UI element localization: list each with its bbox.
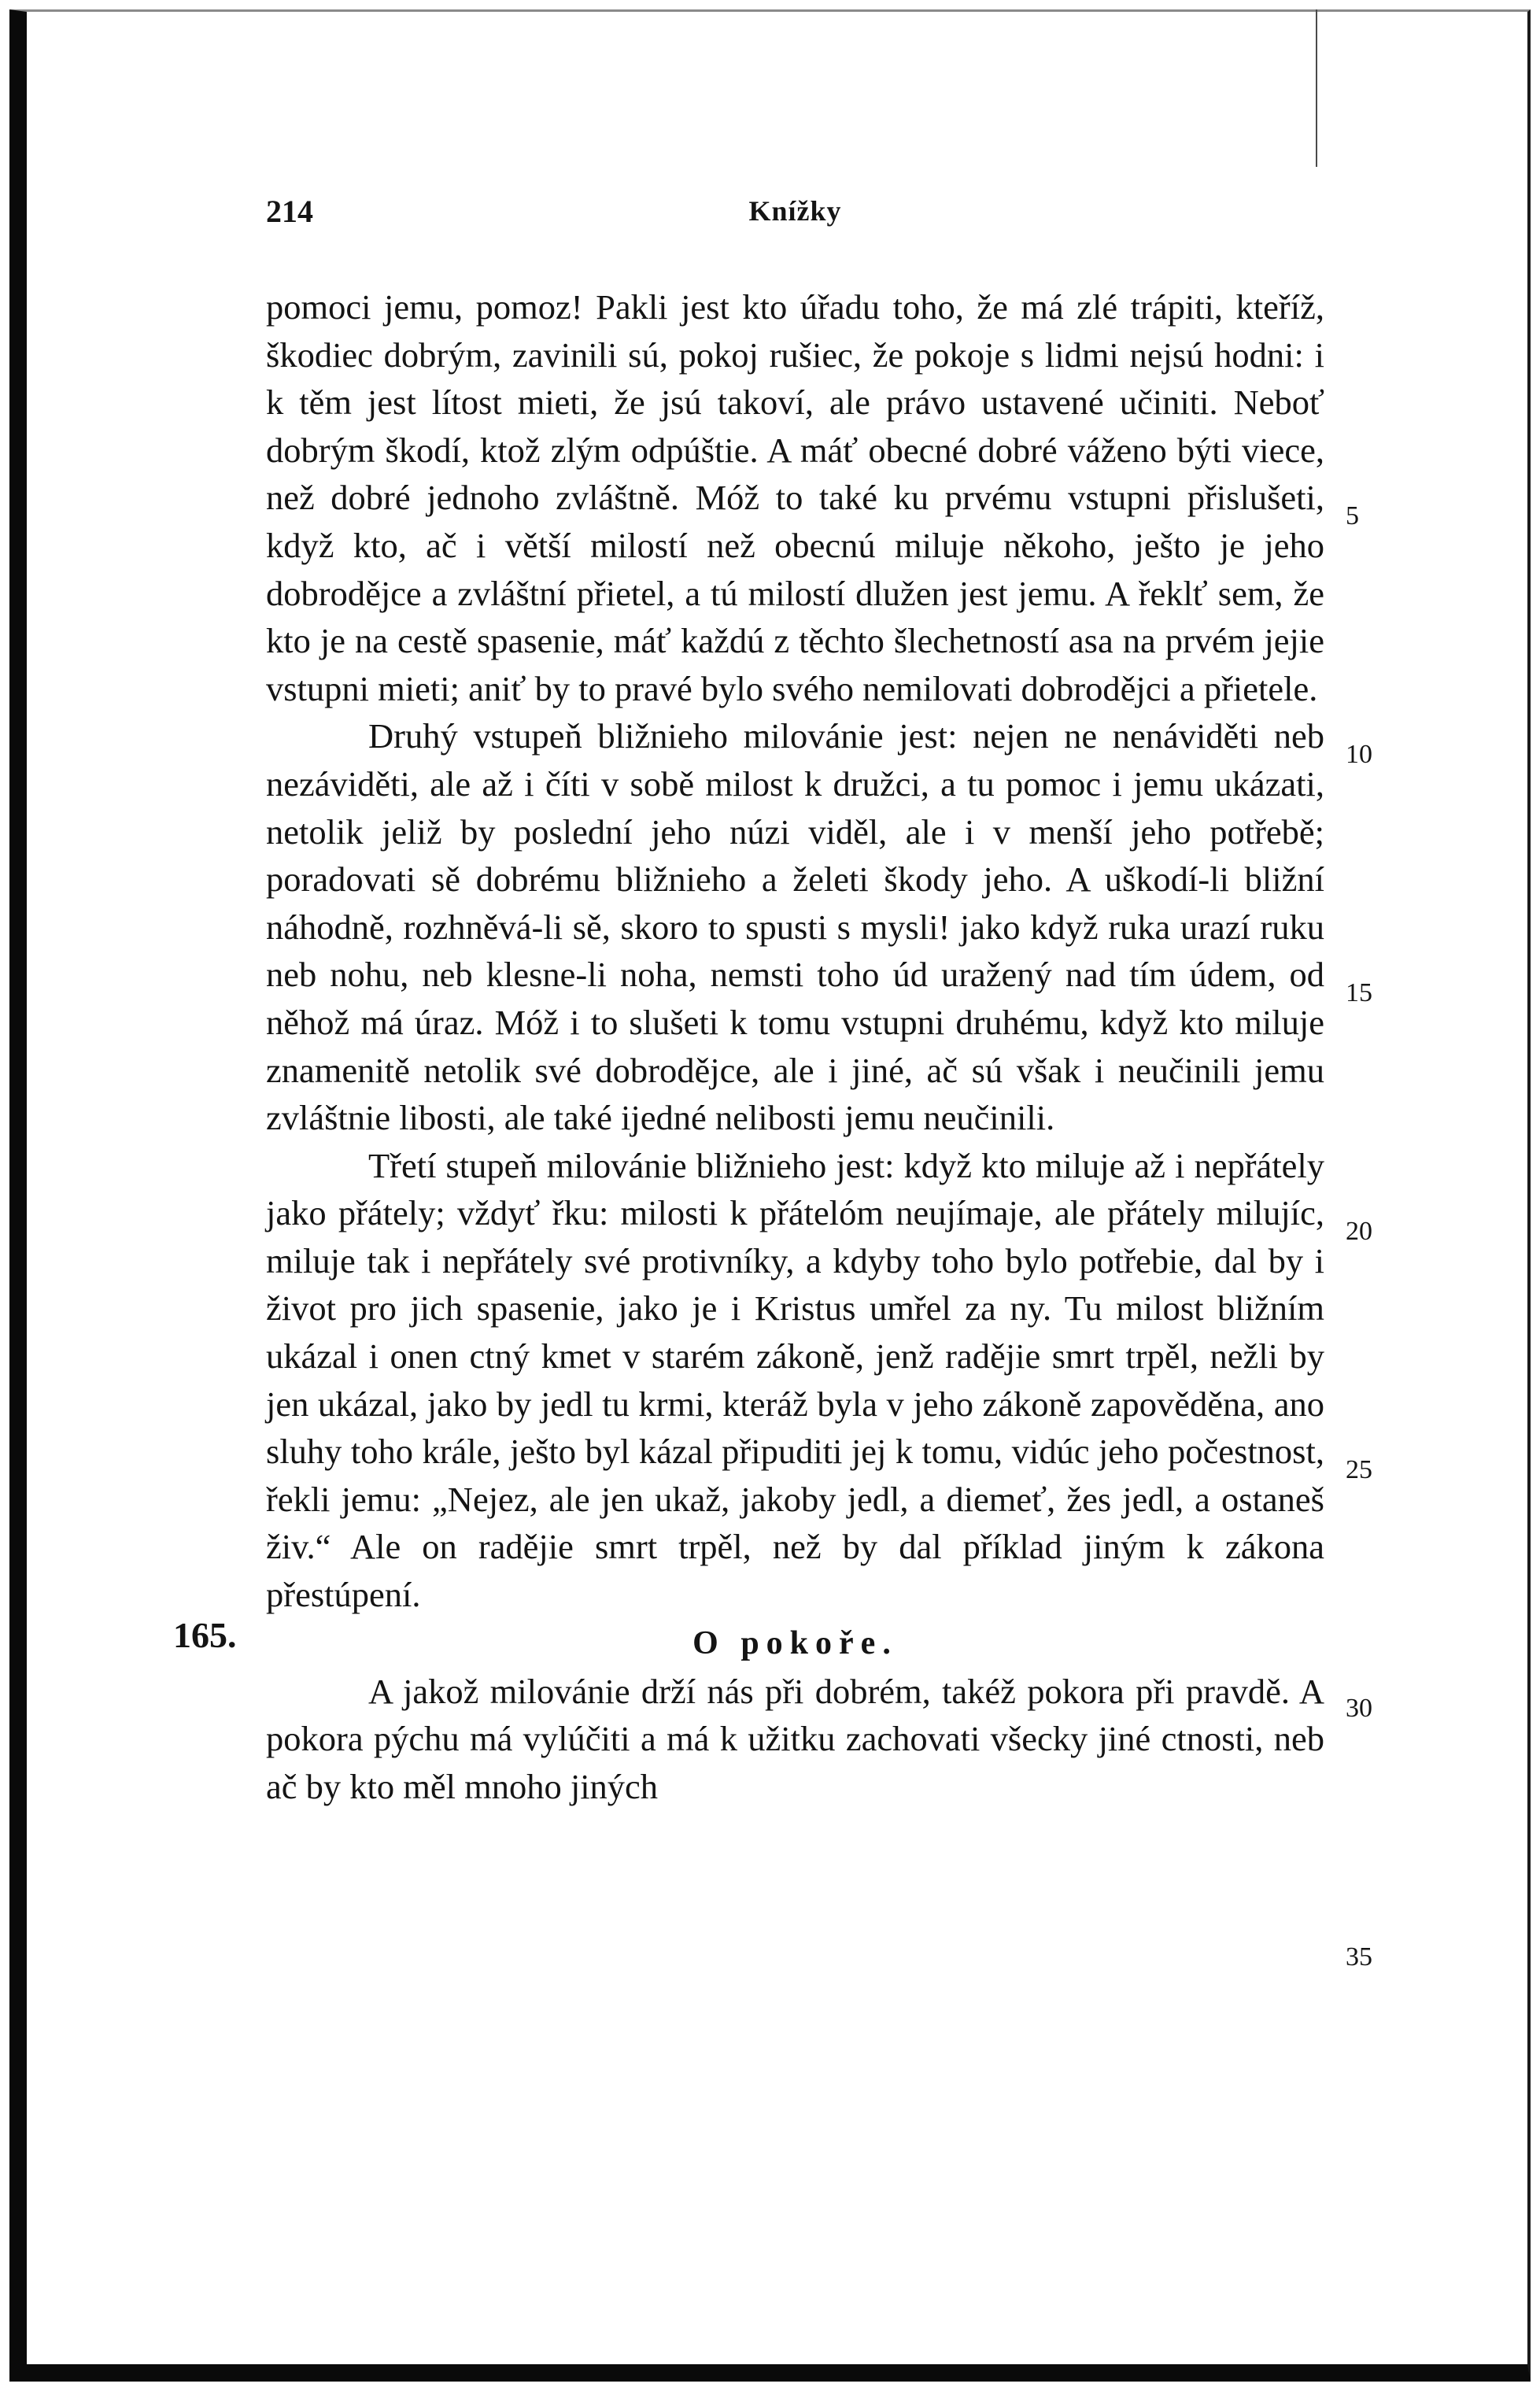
line-number: 30 xyxy=(1346,1694,1372,1723)
paragraph-4: A jakož milovánie drží nás při dobrém, takéž pokora při pravdě. A pokora pýchu má vylúčiti a má k užitku zachovati všecky jiné ctnosti, neb ač by kto měl mnoho jiných xyxy=(266,1671,1324,1806)
line-number: 10 xyxy=(1346,740,1372,769)
line-number: 35 xyxy=(1346,1942,1372,1972)
running-title: Knížky xyxy=(748,195,842,227)
section-heading xyxy=(173,1614,1324,1668)
line-number: 5 xyxy=(1346,501,1359,530)
paragraph-2: Druhý vstupeň bližnieho milovánie jest: nejen ne nenáviděti neb nezáviděti, ale až i číti v sobě milost k družci, a tu pomoc i jemu ukázati, netolik jeliž by poslední jeho núzi viděl, ale i v menší jeho potřebě; poradovati sě dobrému bližnieho a želeti škody jeho. A uškodí-li bližní náhodně, rozhněvá-li sě, skoro to spusti s mysli! jako když ruka urazí ruku neb nohu, neb klesne-li noha, nemsti toho úd uražený nad tím údem, od něhož má úraz. Móž i to slušeti k tomu vstupni druhému, když kto miluje znamenitě netolik své dobrodějce, ale i jiné, ač sú však i neučinili jemu zvláštnie libosti, ale také ijedné nelibosti jemu neučinili. xyxy=(266,716,1324,1138)
page-fold-line xyxy=(1316,9,1317,167)
section-title: O pokoře. xyxy=(692,1624,898,1661)
section-number: 165. xyxy=(173,1614,237,1655)
line-number: 25 xyxy=(1346,1455,1372,1484)
paragraph-3: Třetí stupeň milovánie bližnieho jest: když kto miluje až i nepřátely jako přátely; vždyť řku: milosti k přátelóm neujímaje, ale přátely milujíc, miluje tak i nepřátely své protivníky, a kdyby toho bylo potřebie, dal by i život pro jich spasenie, jako je i Kristus umřel za ny. Tu milost bližním ukázal i onen ctný kmet v starém zákoně, jenž radějie smrt trpěl, nežli by jen ukázal, jako by jedl tu krmi, kteráž byla v jeho zákoně zapověděna, ano sluhy toho krále, ješto byl kázal připuditi jej k tomu, vidúc jeho počestnost, řekli jemu: „Nejez, ale jen ukaž, jakoby jedl, a diemeť, žes jedl, a ostaneš živ.“ Ale on radějie smrt trpěl, než by dal příklad jiným k zákona přestúpení. xyxy=(266,1145,1324,1615)
page-number: 214 xyxy=(266,194,313,229)
line-number: 15 xyxy=(1346,978,1372,1007)
page-header xyxy=(266,193,1324,240)
paragraph-1: pomoci jemu, pomoz! Pakli jest kto úřadu toho, že má zlé trápiti, kteříž, škodiec dobrým, zavinili sú, pokoj rušiec, že pokoje s lidmi nejsú hodni: i k těm jest lítost mieti, že jsú takoví, ale právo ustavené učiniti. Neboť dobrým škodí, ktož zlým odpúštie. A máť obecné dobré váženo býti viece, než dobré jednoho zvláštně. Móž to také ku prvému vstupni přislušeti, když kto, ač i větší milostí než obecnú miluje někoho, ješto je jeho dobrodějce a zvláštní přietel, a tú milostí dlužen jest jemu. A řeklť sem, že kto je na cestě spasenie, máť každú z těchto šlechetností asa na prvém jejie vstupni mieti; aniť by to pravé bylo svého nemilovati dobrodějci a přietele. xyxy=(266,287,1324,708)
line-number: 20 xyxy=(1346,1217,1372,1246)
body-text xyxy=(173,283,1324,1810)
